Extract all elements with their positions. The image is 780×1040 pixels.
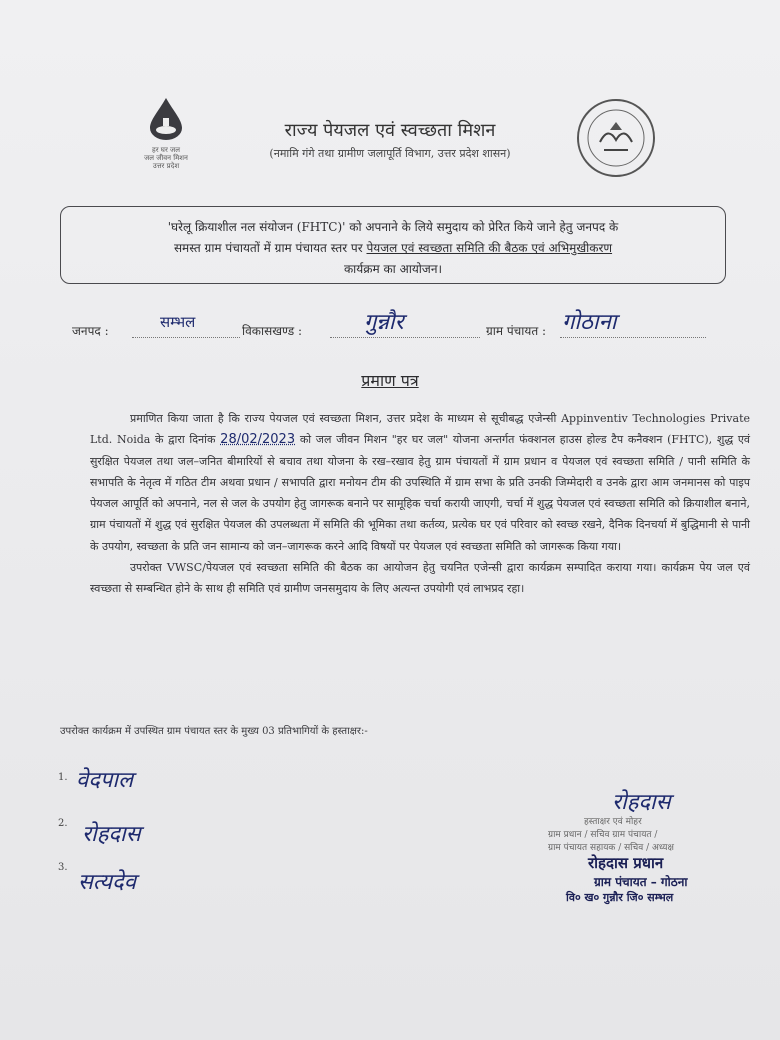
program-date: 28/02/2023 (220, 432, 296, 448)
program-line-1: 'घरेलू क्रियाशील नल संयोजन (FHTC)' को अपनाने के लिये समुदाय को प्रेरित किये जाने हेतु जनपद के (167, 220, 619, 234)
participant-number-1: 1. (58, 772, 68, 783)
logo-caption-line-3: उत्तर प्रदेश (152, 162, 180, 170)
participant-number-3: 3. (58, 862, 68, 873)
participant-signature-3: सत्यदेव (78, 870, 136, 895)
block-dotted-line (330, 336, 480, 338)
certificate-paragraph-1 (90, 408, 750, 557)
participant-signature-1: वेदपाल (76, 768, 134, 793)
stamp-block-district: वि० ख० गुन्नौर जि० सम्भल (566, 891, 674, 904)
district-dotted-line (132, 336, 240, 338)
program-line-3: कार्यक्रम का आयोजन। (343, 262, 443, 276)
pradhan-signature: रोहदास (612, 790, 671, 815)
block-label: विकासखण्ड : (242, 324, 303, 338)
certificate-title: प्रमाण पत्र (361, 371, 419, 390)
paragraph-1-part-b: को जल जीवन मिशन "हर घर जल" योजना अन्तर्गत फंक्शनल हाउस होल्ड टैप कनैक्शन (FHTC), शुद्ध एवं सुरक्षित पेयजल तथा जल–जनित बीमारियों से बचाव तथा योजना के रख–रखाव हेतु ग्राम पंचायतों में ग्राम प्रधान व पेयजल एवं स्वच्छता समिति / पानी समिति के सभापति के नेतृत्व में गठित टीम अथवा प्रधान / सभापति द्वारा मनोयन टीम की उपस्थिति में ग्राम सभा के प्रति उनकी जिम्मेदारी व उनके द्वारा आम जनमानस को पाइप पेयजल आपूर्ति को अपनाने, नल से जल के उपयोग हेतु जागरूक बनाने पर सामूहिक चर्चा करायी जाएगी, चर्चा में शुद्ध पेयजल एवं स्वच्छता समिति को क्रियाशील बनाने, ग्राम पंचायतों में शुद्ध एवं सुरक्षित पेयजल की उपलब्धता में समिति की भूमिका तथा कर्तव्य, प्रत्येक घर एवं परिवार को स्वच्छ रखने, दैनिक दिनचर्या में बुद्धिमानी से पानी के उपयोग, स्वच्छता के प्रति जन सामान्य को जन–जागरूक करने आदि विषयों पर पेयजल एवं स्वच्छता समिति को जागरूक किया गया। (90, 433, 751, 553)
panchayat-label: ग्राम पंचायत : (486, 324, 547, 338)
stamp-label-3: ग्राम पंचायत सहायक / सचिव / अध्यक्ष (548, 843, 674, 853)
panchayat-value: गोठाना (562, 310, 617, 335)
signatures-heading: उपरोक्त कार्यक्रम में उपस्थित ग्राम पंचायत स्तर के मुख्य 03 प्रतिभागियों के हस्ताक्षर:- (60, 726, 368, 737)
stamp-label-1: हस्ताक्षर एवं मोहर (584, 817, 642, 827)
logo-caption-line-1: हर घर जल (152, 146, 180, 154)
pradhan-stamp-block (538, 786, 758, 905)
program-line-2-underlined: पेयजल एवं स्वच्छता समिति की बैठक एवं अभिमुखीकरण (366, 241, 613, 255)
program-line-2: समस्त ग्राम पंचायतों में ग्राम पंचायत स्तर पर (173, 241, 363, 255)
stamp-panchayat: ग्राम पंचायत – गोठना (594, 875, 688, 889)
panchayat-dotted-line (560, 336, 706, 338)
program-title-text (73, 217, 713, 280)
mission-subtitle: (नमामि गंगे तथा ग्रामीण जलापूर्ति विभाग, उत्तर प्रदेश शासन) (269, 147, 511, 160)
location-fields-row (72, 310, 732, 344)
mission-title: राज्य पेयजल एवं स्वच्छता मिशन (284, 120, 496, 141)
district-label: जनपद : (72, 324, 109, 338)
program-title-box (60, 206, 726, 284)
participant-signature-2: रोहदास (82, 822, 141, 847)
certificate-body (90, 408, 750, 600)
stamp-name: रोहदास प्रधान (588, 854, 664, 872)
district-value: सम्भल (160, 313, 196, 331)
paragraph-1-part-a: प्रमाणित किया जाता है कि राज्य पेयजल एवं स्वच्छता मिशन, उत्तर प्रदेश के माध्यम से सूचीबद्ध एजेन्सी Appinventiv Technologies Private Ltd. Noida के द्वारा दिनांक (90, 412, 750, 447)
certificate-paragraph-2: उपरोक्त VWSC/पेयजल एवं स्वच्छता समिति की बैठक का आयोजन हेतु चयनित एजेन्सी द्वारा कार्यक्रम सम्पादित कराया गया। कार्यक्रम पेय जल एवं स्वच्छता से सम्बन्धित होने के साथ ही समिति एवं ग्रामीण जनसमुदाय के लिए अत्यन्त उपयोगी एवं लाभप्रद रहा। (90, 561, 750, 596)
block-value: गुन्नौर (364, 310, 404, 335)
logo-caption-line-2: जल जीवन मिशन (144, 154, 188, 162)
stamp-label-2: ग्राम प्रधान / सचिव ग्राम पंचायत / (548, 830, 658, 840)
participant-number-2: 2. (58, 818, 68, 829)
